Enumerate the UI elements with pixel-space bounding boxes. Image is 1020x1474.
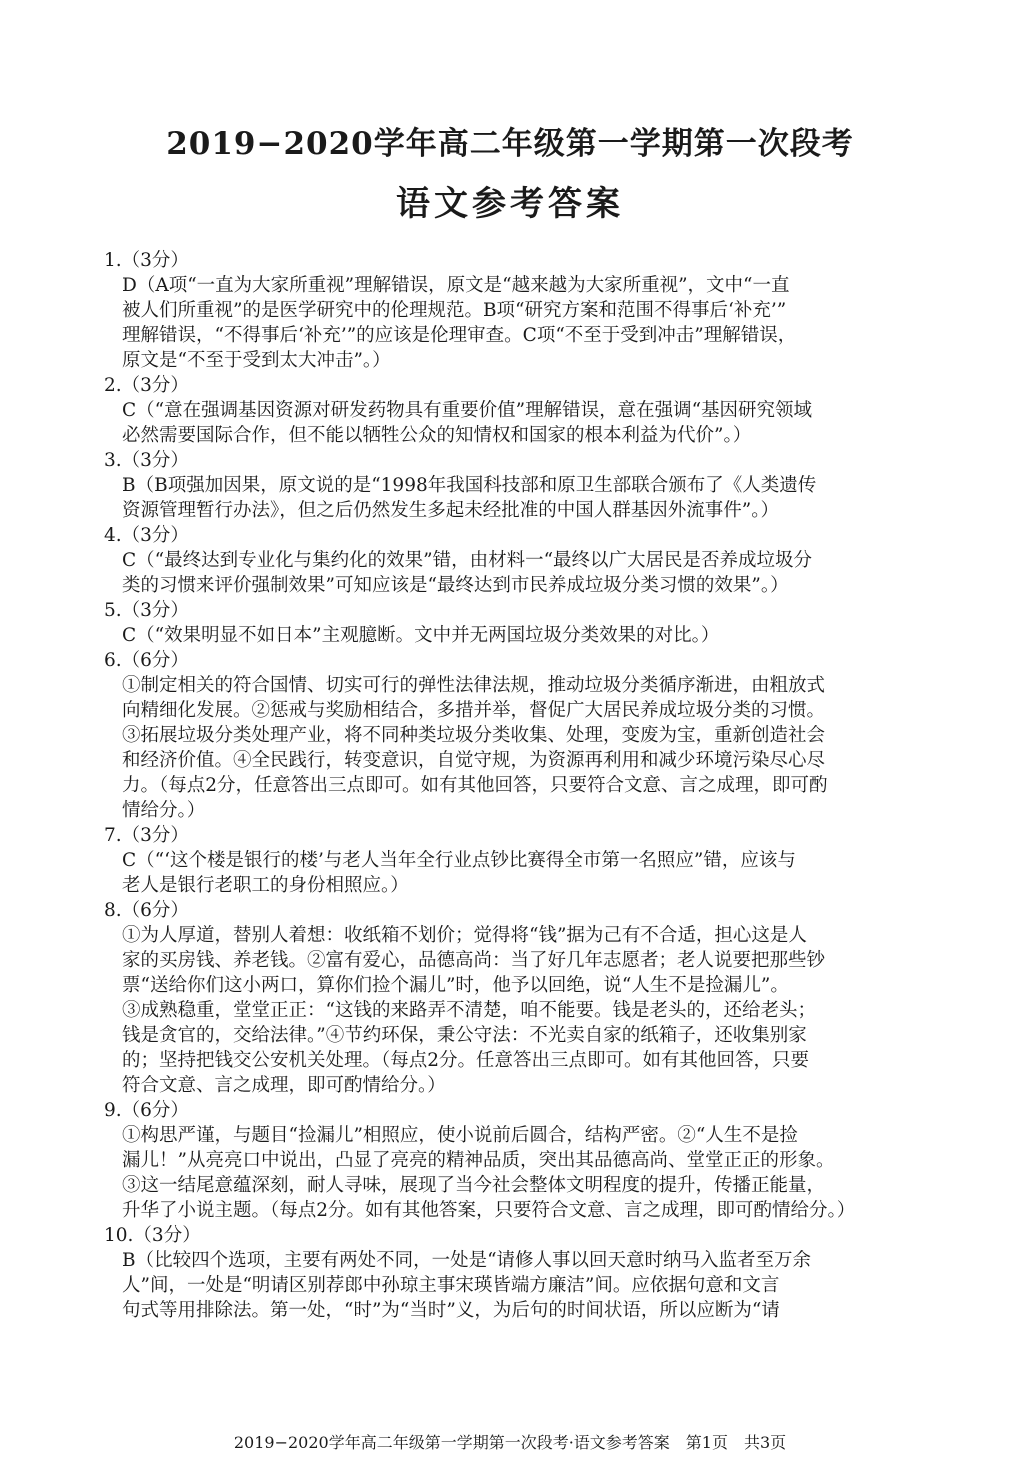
answer-line: ①制定相关的符合国情、切实可行的弹性法律法规，推动垃圾分类循序渐进，由粗放式	[122, 675, 826, 696]
answer-item	[104, 373, 924, 448]
answer-line: 资源管理暂行办法》，但之后仍然发生多起未经批准的中国人群基因外流事件”。）	[122, 500, 779, 521]
answer-line: 符合文意、言之成理，即可酌情给分。）	[122, 1075, 446, 1096]
answer-item	[104, 248, 924, 373]
answer-line: B（比较四个选项，主要有两处不同，一处是“请修人事以回天意时纳马入监者至万余	[122, 1250, 812, 1271]
answer-line: C（“‘这个楼是银行的楼’与老人当年全行业点钞比赛得全市第一名照应”错，应该与	[122, 850, 796, 871]
answer-line: 升华了小说主题。（每点2分。如有其他答案，只要符合文意、言之成理，即可酌情给分。）	[122, 1200, 856, 1221]
answer-item	[104, 1098, 924, 1223]
answer-line: ③这一结尾意蕴深刻，耐人寻味，展现了当今社会整体文明程度的提升，传播正能量，	[122, 1175, 826, 1196]
answer-item	[104, 448, 924, 523]
answer-text	[104, 473, 924, 523]
answer-line: 老人是银行老职工的身份相照应。）	[122, 875, 409, 896]
answer-line: C（“意在强调基因资源对研发药物具有重要价值”理解错误，意在强调“基因研究领域	[122, 400, 813, 421]
answer-line: 的；坚持把钱交公安机关处理。（每点2分。任意答出三点即可。如有其他回答，只要	[122, 1050, 810, 1071]
answer-item	[104, 648, 924, 823]
answer-line: 力。（每点2分，任意答出三点即可。如有其他回答，只要符合文意、言之成理，即可酌	[122, 775, 828, 796]
answer-item	[104, 523, 924, 598]
answer-number: 7.（3分）	[104, 825, 189, 846]
answer-number: 2.（3分）	[104, 375, 189, 396]
answer-text	[104, 1123, 924, 1223]
answer-number: 8.（6分）	[104, 900, 189, 921]
answer-line: 情给分。）	[122, 800, 206, 821]
answer-line: ①构思严谨，与题目“捡漏儿”相照应，使小说前后圆合，结构严密。②“人生不是捡	[122, 1125, 798, 1146]
answer-number: 4.（3分）	[104, 525, 189, 546]
answer-line: 和经济价值。④全民践行，转变意识，自觉守规，为资源再利用和减少环境污染尽心尽	[122, 750, 826, 771]
answer-text	[104, 273, 924, 373]
answer-line: 必然需要国际合作，但不能以牺牲公众的知情权和国家的根本利益为代价”。）	[122, 425, 752, 446]
answer-line: 被人们所重视”的是医学研究中的伦理规范。B项“研究方案和范围不得事后‘补充’”	[122, 300, 787, 321]
answer-line: C（“最终达到专业化与集约化的效果”错，由材料一“最终以广大居民是否养成垃圾分	[122, 550, 813, 571]
answer-number: 10.（3分）	[104, 1225, 201, 1246]
answer-line: ③拓展垃圾分类处理产业，将不同种类垃圾分类收集、处理，变废为宝，重新创造社会	[122, 725, 826, 746]
answer-number: 6.（6分）	[104, 650, 189, 671]
answer-line: 句式等用排除法。第一处，“时”为“当时”义，为后句的时间状语，所以应断为“请	[122, 1300, 780, 1321]
answer-list	[104, 248, 924, 1323]
answer-item	[104, 598, 924, 648]
answer-line: B（B项强加因果，原文说的是“1998年我国科技部和原卫生部联合颁布了《人类遗传	[122, 475, 817, 496]
answer-text	[104, 548, 924, 598]
page-footer: 2019−2020学年高二年级第一学期第一次段考·语文参考答案 第1页 共3页	[233, 1433, 787, 1452]
answer-text	[104, 398, 924, 448]
answer-number: 3.（3分）	[104, 450, 189, 471]
answer-line: 家的买房钱、养老钱。②富有爱心，品德高尚：当了好几年志愿者；老人说要把那些钞	[122, 950, 826, 971]
answer-line: 钱是贪官的，交给法律。”④节约环保，秉公守法：不光卖自家的纸箱子，还收集别家	[122, 1025, 807, 1046]
answer-line: 票“送给你们这小两口，算你们捡个漏儿”时，他予以回绝，说“人生不是捡漏儿”。	[122, 975, 789, 996]
answer-number: 5.（3分）	[104, 600, 189, 621]
answer-line: ③成熟稳重，堂堂正正：“这钱的来路弄不清楚，咱不能要。钱是老头的，还给老头；	[122, 1000, 816, 1021]
answer-line: 人”间，一处是“明请区别荐郎中孙琼主事宋瑛皆端方廉洁”间。应依据句意和文言	[122, 1275, 780, 1296]
answer-line: C（“效果明显不如日本”主观臆断。文中并无两国垃圾分类效果的对比。）	[122, 625, 720, 646]
document-title: 2019−2020学年高二年级第一学期第一次段考	[166, 126, 854, 162]
answer-line: 理解错误，“不得事后‘补充’”的应该是伦理审查。C项“不至于受到冲击”理解错误，	[122, 325, 797, 346]
answer-text	[104, 673, 924, 823]
answer-text	[104, 923, 924, 1098]
answer-line: ①为人厚道，替别人着想：收纸箱不划价；觉得将“钱”据为己有不合适，担心这是人	[122, 925, 807, 946]
answer-text	[104, 848, 924, 898]
document-subtitle: 语文参考答案	[396, 184, 624, 224]
answer-item	[104, 898, 924, 1098]
answer-item	[104, 1223, 924, 1323]
answer-number: 9.（6分）	[104, 1100, 189, 1121]
answer-line: 向精细化发展。②惩戒与奖励相结合，多措并举，督促广大居民养成垃圾分类的习惯。	[122, 700, 826, 721]
answer-number: 1.（3分）	[104, 250, 189, 271]
answer-line: 原文是“不至于受到太大冲击”。）	[122, 350, 391, 371]
answer-text	[104, 1248, 924, 1323]
answer-line: 漏儿！”从亮亮口中说出，凸显了亮亮的精神品质，突出其品德高尚、堂堂正正的形象。	[122, 1150, 835, 1171]
answer-item	[104, 823, 924, 898]
answer-text	[104, 623, 924, 648]
answer-line: 类的习惯来评价强制效果”可知应该是“最终达到市民养成垃圾分类习惯的效果”。）	[122, 575, 789, 596]
answer-line: D（A项“一直为大家所重视”理解错误，原文是“越来越为大家所重视”，文中“一直	[122, 275, 790, 296]
